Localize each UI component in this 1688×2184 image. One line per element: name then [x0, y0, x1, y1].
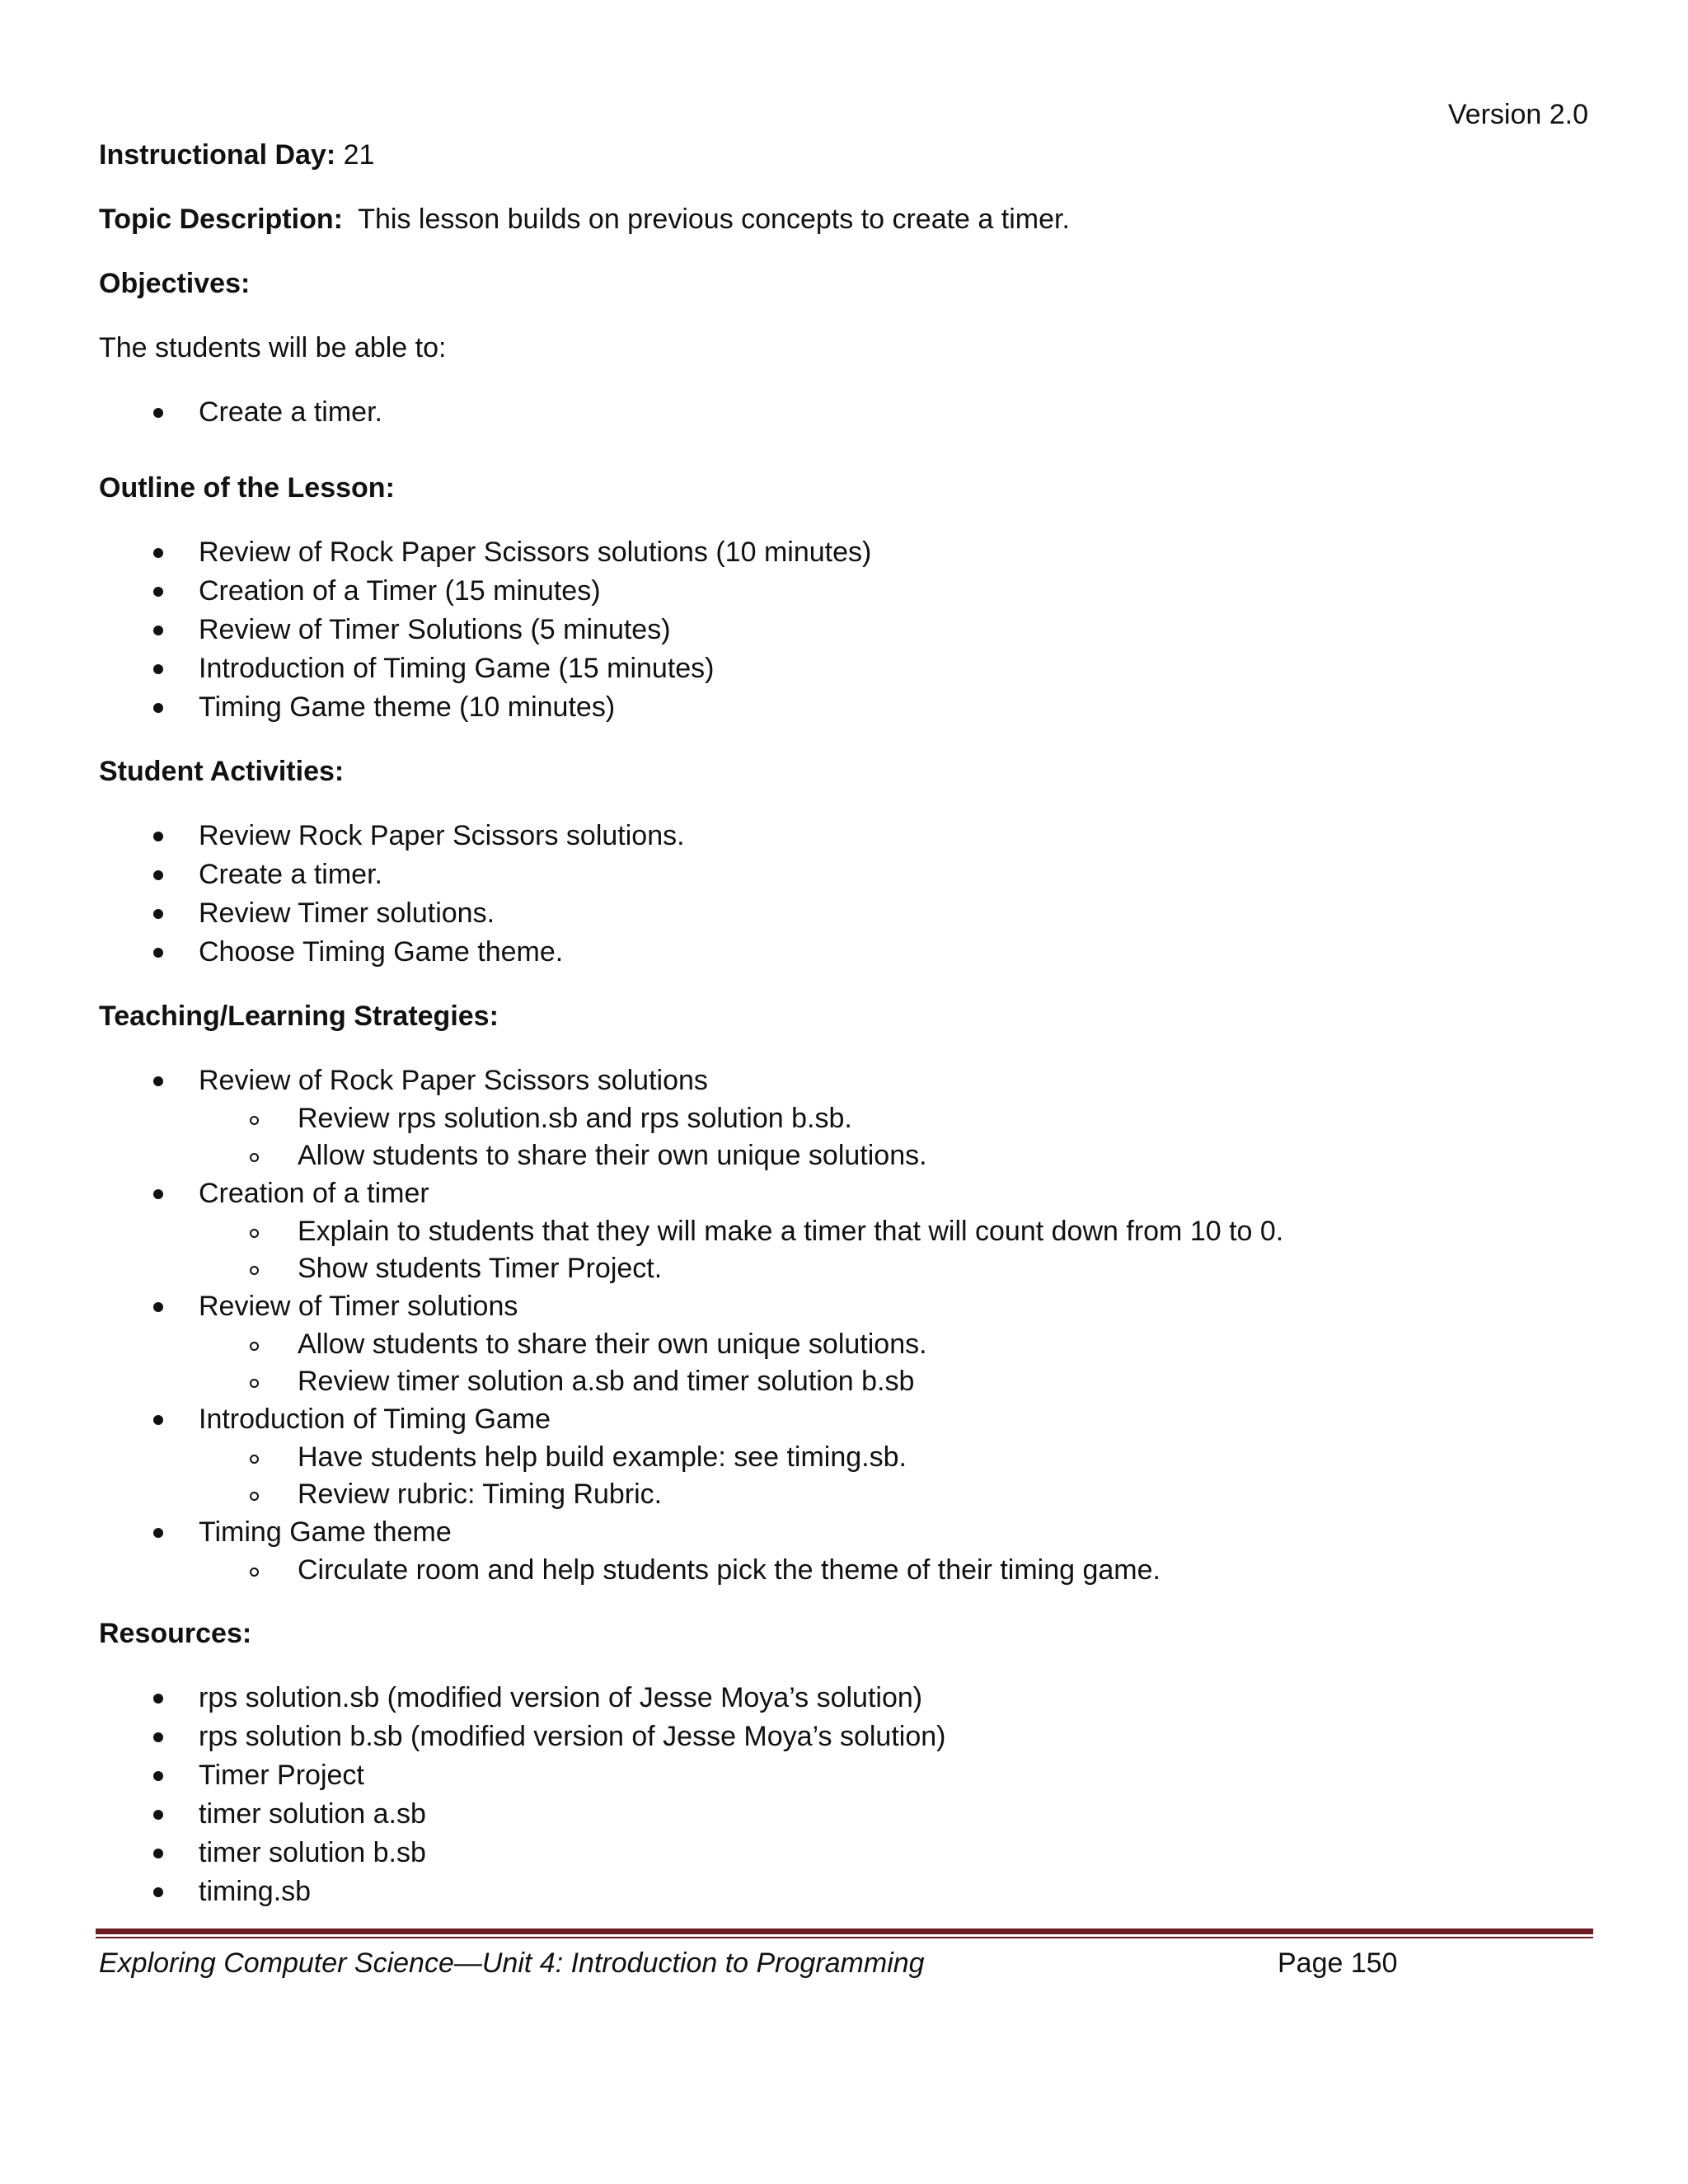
bullet-icon	[153, 1302, 163, 1312]
bullet-icon	[153, 1528, 163, 1538]
bullet-icon	[153, 408, 163, 418]
list-item-text: rps solution.sb (modified version of Jesse Moya’s solution)	[199, 1682, 923, 1713]
list-item	[99, 1679, 1599, 1718]
list-item-text: Review of Rock Paper Scissors solutions (10 minutes)	[199, 537, 872, 568]
topic-value: This lesson builds on previous concepts to create a timer.	[342, 204, 1070, 235]
sub-list-item-text: Review rps solution.sb and rps solution b.sb.	[298, 1103, 852, 1134]
sub-list-item-text: Explain to students that they will make a timer that will count down from 10 to 0.	[298, 1216, 1284, 1247]
list-item	[99, 1513, 1599, 1552]
list-item	[99, 1756, 1599, 1795]
list-item-text: Creation of a Timer (15 minutes)	[199, 575, 601, 607]
list-item-text: Introduction of Timing Game (15 minutes)	[199, 653, 715, 684]
bullet-icon	[153, 948, 163, 958]
strategies-sublist	[99, 1100, 1599, 1174]
circle-bullet-icon	[250, 1153, 259, 1162]
sub-list-item	[99, 1326, 1599, 1363]
circle-bullet-icon	[250, 1229, 259, 1238]
bullet-icon	[153, 832, 163, 841]
list-item	[99, 611, 1599, 649]
strategies-list	[99, 1287, 1599, 1326]
bullet-icon	[153, 703, 163, 713]
instructional-day	[99, 136, 1599, 175]
strategies-list	[99, 1174, 1599, 1213]
objectives-heading: Objectives:	[99, 268, 251, 299]
strategies-list	[99, 1062, 1599, 1100]
activities-list	[99, 817, 1599, 972]
list-item-text: timer solution a.sb	[199, 1798, 426, 1830]
footer-divider-thick	[96, 1929, 1593, 1934]
list-item	[99, 393, 1599, 432]
circle-bullet-icon	[250, 1342, 259, 1351]
list-item	[99, 1872, 1599, 1911]
sub-list-item-text: Review timer solution a.sb and timer solution b.sb	[298, 1366, 915, 1397]
bullet-icon	[153, 1415, 163, 1425]
list-item	[99, 1400, 1599, 1439]
topic-label: Topic Description:	[99, 204, 343, 235]
sub-list-item	[99, 1250, 1599, 1287]
bullet-icon	[153, 1771, 163, 1781]
circle-bullet-icon	[250, 1492, 259, 1501]
list-item	[99, 1287, 1599, 1326]
sub-list-item	[99, 1100, 1599, 1137]
instructional-day-label: Instructional Day:	[99, 139, 336, 171]
list-item-text: Create a timer.	[199, 396, 382, 428]
list-item-text: Review of Timer Solutions (5 minutes)	[199, 614, 671, 645]
objectives-list	[99, 393, 1599, 432]
list-item-text: Timer Project	[199, 1760, 364, 1791]
sub-list-item-text: Show students Timer Project.	[298, 1253, 663, 1284]
list-item	[99, 817, 1599, 855]
list-item	[99, 933, 1599, 972]
bullet-icon	[153, 870, 163, 880]
strategies-sublist	[99, 1439, 1599, 1513]
list-item-text: Create a timer.	[199, 859, 382, 890]
strategies-sublist	[99, 1213, 1599, 1287]
footer-page-number: Page 150	[1278, 1947, 1398, 1979]
bullet-icon	[153, 587, 163, 597]
footer-course-title: Exploring Computer Science—Unit 4: Introduction to Programming	[99, 1947, 925, 1979]
bullet-icon	[153, 626, 163, 635]
sub-list-item-text: Allow students to share their own unique solutions.	[298, 1140, 927, 1171]
topic-description	[99, 200, 1599, 239]
list-item-text: Review of Timer solutions	[199, 1291, 518, 1322]
list-item	[99, 688, 1599, 727]
list-item-text: Review Rock Paper Scissors solutions.	[199, 820, 685, 851]
bullet-icon	[153, 1189, 163, 1199]
circle-bullet-icon	[250, 1455, 259, 1464]
sub-list-item	[99, 1137, 1599, 1174]
bullet-icon	[153, 1694, 163, 1704]
circle-bullet-icon	[250, 1116, 259, 1125]
list-item-text: Timing Game theme	[199, 1516, 452, 1548]
list-item	[99, 649, 1599, 688]
list-item	[99, 533, 1599, 572]
list-item-text: Choose Timing Game theme.	[199, 936, 564, 968]
instructional-day-value: 21	[335, 139, 375, 171]
circle-bullet-icon	[250, 1266, 259, 1275]
strategies-list	[99, 1400, 1599, 1439]
list-item-text: timing.sb	[199, 1876, 312, 1907]
activities-heading: Student Activities:	[99, 756, 345, 787]
resources-heading: Resources:	[99, 1618, 252, 1649]
footer-divider	[96, 1929, 1593, 1938]
list-item	[99, 1062, 1599, 1100]
list-item-text: Review Timer solutions.	[199, 898, 495, 929]
list-item	[99, 1795, 1599, 1834]
bullet-icon	[153, 1887, 163, 1897]
sub-list-item-text: Circulate room and help students pick the theme of their timing game.	[298, 1554, 1160, 1586]
circle-bullet-icon	[250, 1568, 259, 1577]
bullet-icon	[153, 548, 163, 558]
footer-divider-thin	[96, 1937, 1593, 1938]
list-item-text: Timing Game theme (10 minutes)	[199, 691, 616, 723]
list-item	[99, 1834, 1599, 1872]
sub-list-item	[99, 1439, 1599, 1476]
list-item-text: rps solution b.sb (modified version of Jesse Moya’s solution)	[199, 1721, 946, 1752]
list-item-text: Introduction of Timing Game	[199, 1404, 551, 1435]
sub-list-item	[99, 1476, 1599, 1513]
bullet-icon	[153, 664, 163, 674]
list-item	[99, 1718, 1599, 1756]
resources-list	[99, 1679, 1599, 1911]
bullet-icon	[153, 1076, 163, 1086]
bullet-icon	[153, 1732, 163, 1742]
sub-list-item	[99, 1213, 1599, 1250]
list-item-text: Creation of a timer	[199, 1178, 429, 1209]
sub-list-item	[99, 1363, 1599, 1400]
list-item	[99, 1174, 1599, 1213]
outline-list	[99, 533, 1599, 727]
list-item	[99, 855, 1599, 894]
strategies-heading: Teaching/Learning Strategies:	[99, 1001, 499, 1032]
lesson-content	[99, 136, 1599, 1911]
sub-list-item-text: Review rubric: Timing Rubric.	[298, 1479, 663, 1510]
version-label: Version 2.0	[1447, 99, 1588, 130]
sub-list-item-text: Have students help build example: see timing.sb.	[298, 1441, 907, 1473]
bullet-icon	[153, 1810, 163, 1820]
strategies-sublist	[99, 1552, 1599, 1589]
list-item-text: timer solution b.sb	[199, 1837, 426, 1868]
list-item-text: Review of Rock Paper Scissors solutions	[199, 1065, 708, 1096]
sub-list-item	[99, 1552, 1599, 1589]
strategies-sublist	[99, 1326, 1599, 1400]
circle-bullet-icon	[250, 1379, 259, 1388]
objectives-intro: The students will be able to:	[99, 332, 447, 363]
strategies-list	[99, 1513, 1599, 1552]
bullet-icon	[153, 1849, 163, 1858]
sub-list-item-text: Allow students to share their own unique solutions.	[298, 1329, 927, 1360]
outline-heading: Outline of the Lesson:	[99, 472, 395, 504]
list-item	[99, 572, 1599, 611]
list-item	[99, 894, 1599, 933]
bullet-icon	[153, 909, 163, 919]
